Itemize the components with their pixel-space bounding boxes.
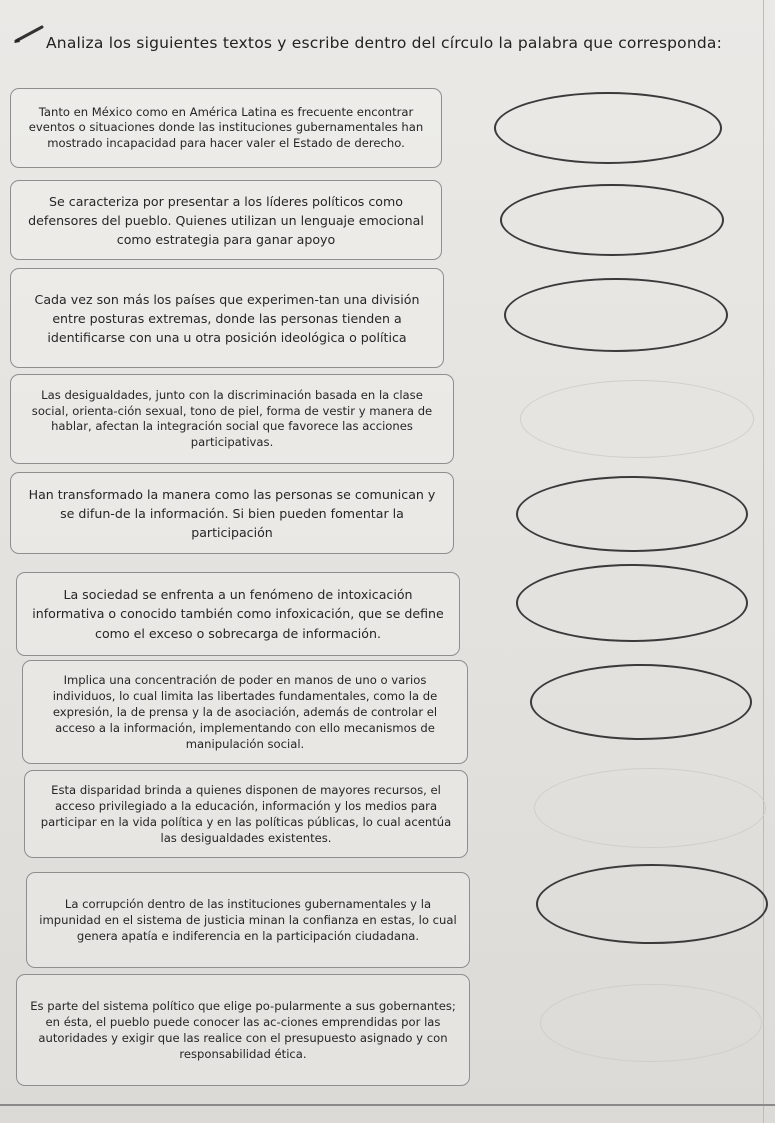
text-card-3 [10,268,444,368]
text-card-7 [22,660,468,764]
card-text-6: La sociedad se enfrenta a un fenómeno de intoxicación informativa o conocido también como infoxicación, que se define como el exceso o sobrecarga de información. [32,586,444,641]
text-card-8 [24,770,468,858]
answer-oval-6[interactable] [516,564,748,642]
card-text-4: Las desigualdades, junto con la discriminación basada en la clase social, orienta-ción sexual, tono de piel, forma de vestir y manera de hablar, afectan la integración social que favorece las acciones participativas. [31,388,433,449]
answer-oval-5[interactable] [516,476,748,552]
text-card-4 [10,374,454,464]
card-text-3: Cada vez son más los países que experimen-tan una división entre posturas extremas, donde las personas tienden a identificarse con una u otra posición ideológica o política [34,291,420,345]
text-card-1 [10,88,442,168]
card-text-10: Es parte del sistema político que elige po-pularmente a sus gobernantes; en ésta, el pueblo puede conocer las ac-ciones emprendidas por las autoridades y exigir que las realice con el presupuesto asignado y con responsabilidad ética. [30,999,456,1061]
page-edge [763,0,764,1123]
card-text-5: Han transformado la manera como las personas se comunican y se difun-de la información. Si bien pueden fomentar la participación [28,486,436,540]
text-card-9 [26,872,470,968]
text-card-2 [10,180,442,260]
answer-oval-2[interactable] [500,184,724,256]
card-text-2: Se caracteriza por presentar a los líderes políticos como defensores del pueblo. Quienes utilizan un lenguaje emocional como estrategia para ganar apoyo [28,193,424,247]
answer-oval-4[interactable] [520,380,754,458]
card-text-9: La corrupción dentro de las instituciones gubernamentales y la impunidad en el sistema de justicia minan la confianza en estas, lo cual genera apatía e indiferencia en la participación ciudadana. [39,897,457,943]
text-card-6 [16,572,460,656]
answer-oval-10[interactable] [540,984,762,1062]
answer-oval-3[interactable] [504,278,728,352]
instruction-text: Analiza los siguientes textos y escribe dentro del círculo la palabra que corresponda: [46,34,723,52]
card-text-7: Implica una concentración de poder en manos de uno o varios individuos, lo cual limita las libertades fundamentales, como la de expresión, la de prensa y la de asociación, además de controlar el acceso a la información, implementando con ello mecanismos de manipulación social. [52,673,438,751]
answer-oval-1[interactable] [494,92,722,164]
page-bottom-rule [0,1104,775,1106]
card-text-1: Tanto en México como en América Latina es frecuente encontrar eventos o situaciones donde las instituciones gubernamentales han mostrado incapacidad para hacer valer el Estado de derecho. [28,104,424,150]
answer-oval-7[interactable] [530,664,752,740]
answer-oval-8[interactable] [534,768,766,848]
text-card-10 [16,974,470,1086]
text-card-5 [10,472,454,554]
answer-oval-9[interactable] [536,864,768,944]
card-text-8: Esta disparidad brinda a quienes disponen de mayores recursos, el acceso privilegiado a la educación, información y los medios para participar en la vida política y en las políticas públicas, lo cual acentúa las desigualdades existentes. [40,783,452,845]
